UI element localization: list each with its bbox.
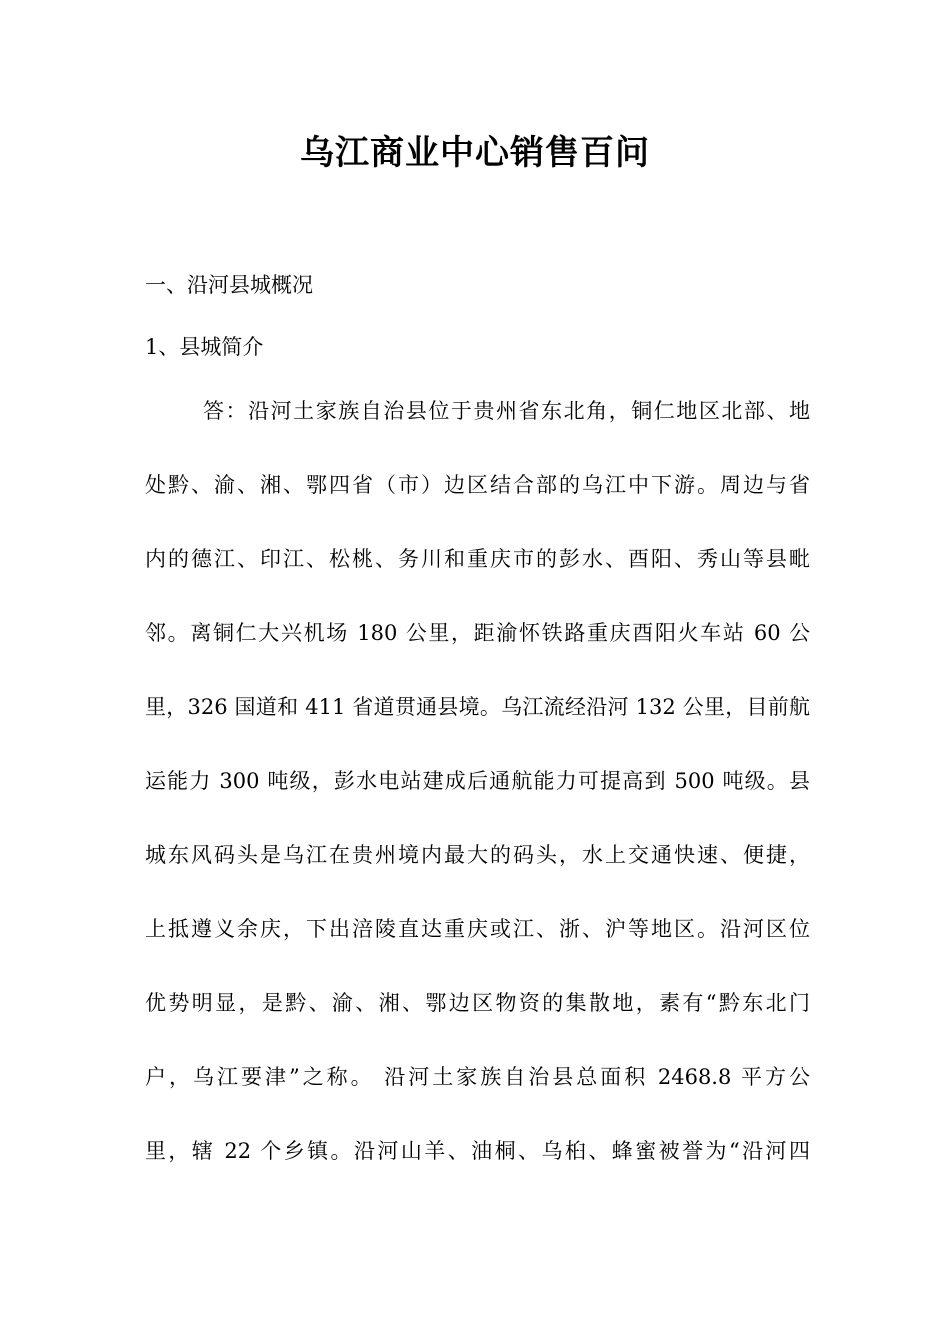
paragraph-line: 城东风码头是乌江在贵州境内最大的码头，水上交通快速、便捷， [145,843,810,867]
paragraph-line: 户，乌江要津”之称。 沿河土家族自治县总面积 2468.8 平方公 [145,1065,810,1089]
paragraph-line: 上抵遵义余庆，下出涪陵直达重庆或江、浙、沪等地区。沿河区位 [145,917,810,941]
paragraph-line: 运能力 300 吨级，彭水电站建成后通航能力可提高到 500 吨级。县 [145,769,810,793]
paragraph-line: 答：沿河土家族自治县位于贵州省东北角，铜仁地区北部、地 [203,399,810,423]
body-paragraph [145,396,810,1210]
paragraph-line: 处黔、渝、湘、鄂四省（市）边区结合部的乌江中下游。周边与省 [145,473,810,497]
paragraph-line: 内的德江、印江、松桃、务川和重庆市的彭水、酉阳、秀山等县毗 [145,547,810,571]
section-heading: 一、沿河县城概况 [145,273,313,297]
paragraph-line: 里，326 国道和 411 省道贯通县境。乌江流经沿河 132 公里，目前航 [145,695,810,719]
paragraph-line: 邻。离铜仁大兴机场 180 公里，距渝怀铁路重庆酉阳火车站 60 公 [145,621,810,645]
paragraph-line: 优势明显，是黔、渝、湘、鄂边区物资的集散地，素有“黔东北门 [145,991,810,1015]
paragraph-line: 里，辖 22 个乡镇。沿河山羊、油桐、乌桕、蜂蜜被誉为“沿河四 [145,1139,810,1163]
subsection-heading: 1、县城简介 [145,335,264,359]
document-title: 乌江商业中心销售百问 [300,133,650,173]
